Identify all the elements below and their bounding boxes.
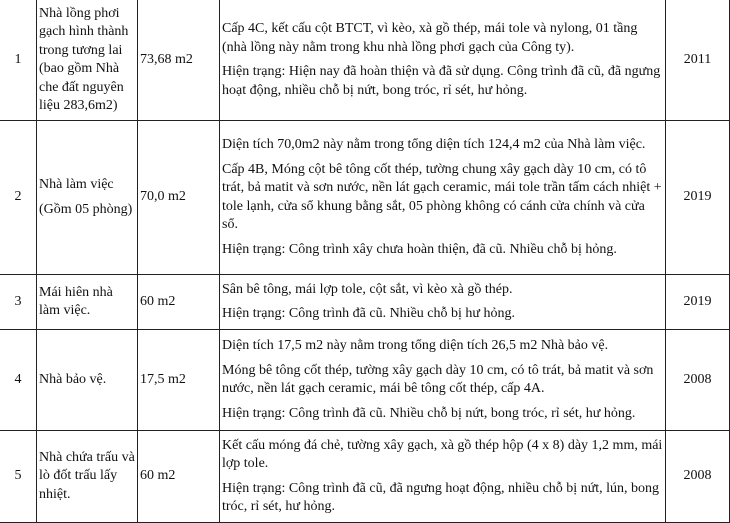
name-line: Nhà chứa trấu và lò đốt trấu lấy nhiệt. (39, 449, 135, 502)
building-name (37, 0, 138, 121)
description-paragraph: Diện tích 17,5 m2 này nằm trong tổng diện tích 26,5 m2 Nhà bảo vệ. (222, 338, 609, 353)
name-line: Nhà làm việc (39, 177, 114, 192)
row-number: 2 (0, 121, 37, 275)
row-number: 3 (0, 275, 37, 330)
name-line: Nhà bảo vệ. (39, 371, 107, 387)
description-paragraph: Hiện trạng: Công trình đã cũ. Nhiều chỗ bị nứt, bong tróc, rỉ sét, hư hỏng. (222, 405, 636, 421)
description-paragraph: Sân bê tông, mái lợp tole, cột sắt, vì kèo xà gồ thép. (222, 281, 513, 297)
row-number: 4 (0, 330, 37, 431)
table-row (0, 121, 730, 275)
building-name (37, 431, 138, 523)
row-number: 1 (0, 0, 37, 121)
table-row (0, 431, 730, 523)
year: 2019 (666, 121, 730, 275)
description-paragraph: Cấp 4B, Móng cột bê tông cốt thép, tường chung xây gạch dày 10 cm, có tô trát, bả matit và sơn nước, nền lát gạch ceramic, mái tole trần tấm cách nhiệt + tole lạnh, cửa sổ khung bằng sắt, 05 phòng không có cánh cửa chính và cửa sổ. (222, 161, 662, 232)
description-paragraph: Hiện trạng: Công trình xây chưa hoàn thiện, đã cũ. Nhiều chỗ bị hỏng. (222, 241, 617, 257)
row-number: 5 (0, 431, 37, 523)
description (220, 431, 666, 523)
building-name (37, 275, 138, 330)
description-paragraph: Hiện trạng: Hiện nay đã hoàn thiện và đã sử dụng. Công trình đã cũ, đã ngưng hoạt động, nhiều chỗ bị nứt, bong tróc, rỉ sét, hư hỏng. (222, 64, 661, 98)
building-name (37, 330, 138, 431)
description-paragraph: Hiện trạng: Công trình đã cũ. Nhiều chỗ bị hư hỏng. (222, 306, 515, 321)
name-line: Nhà lồng phơi gạch hình thành trong tương lai (bao gồm Nhà che đất nguyên liệu 283,6m2) (39, 5, 129, 113)
year: 2019 (666, 275, 730, 330)
area: 73,68 m2 (138, 0, 220, 121)
table-row (0, 0, 730, 121)
description (220, 0, 666, 121)
area: 60 m2 (138, 275, 220, 330)
table-row (0, 275, 730, 330)
description-paragraph: Diện tích 70,0m2 này nằm trong tổng diện tích 124,4 m2 của Nhà làm việc. (222, 137, 646, 152)
year: 2011 (666, 0, 730, 121)
area: 60 m2 (138, 431, 220, 523)
table-row (0, 330, 730, 431)
building-name (37, 121, 138, 275)
name-line: (Gồm 05 phòng) (39, 201, 133, 217)
year: 2008 (666, 330, 730, 431)
year: 2008 (666, 431, 730, 523)
description (220, 275, 666, 330)
description-paragraph: Cấp 4C, kết cấu cột BTCT, vì kèo, xà gồ thép, mái tole và nylong, 01 tầng (nhà lồng này nằm trong khu nhà lồng phơi gạch của Công ty). (222, 21, 638, 55)
description (220, 330, 666, 431)
name-line: Mái hiên nhà làm việc. (39, 284, 113, 318)
description-paragraph: Hiện trạng: Công trình đã cũ, đã ngưng hoạt động, nhiều chỗ bị nứt, lún, bong tróc, rỉ sét, hư hỏng. (222, 480, 660, 514)
description-paragraph: Móng bê tông cốt thép, tường xây gạch dày 10 cm, có tô trát, bả matit và sơn nước, nền lát gạch ceramic, mái bê tông cốt thép, cấp 4A. (222, 362, 654, 396)
description (220, 121, 666, 275)
description-paragraph: Kết cấu móng đá chẻ, tường xây gạch, xà gồ thép hộp (4 x 8) dày 1,2 mm, mái lợp tole. (222, 437, 663, 471)
area: 17,5 m2 (138, 330, 220, 431)
area: 70,0 m2 (138, 121, 220, 275)
